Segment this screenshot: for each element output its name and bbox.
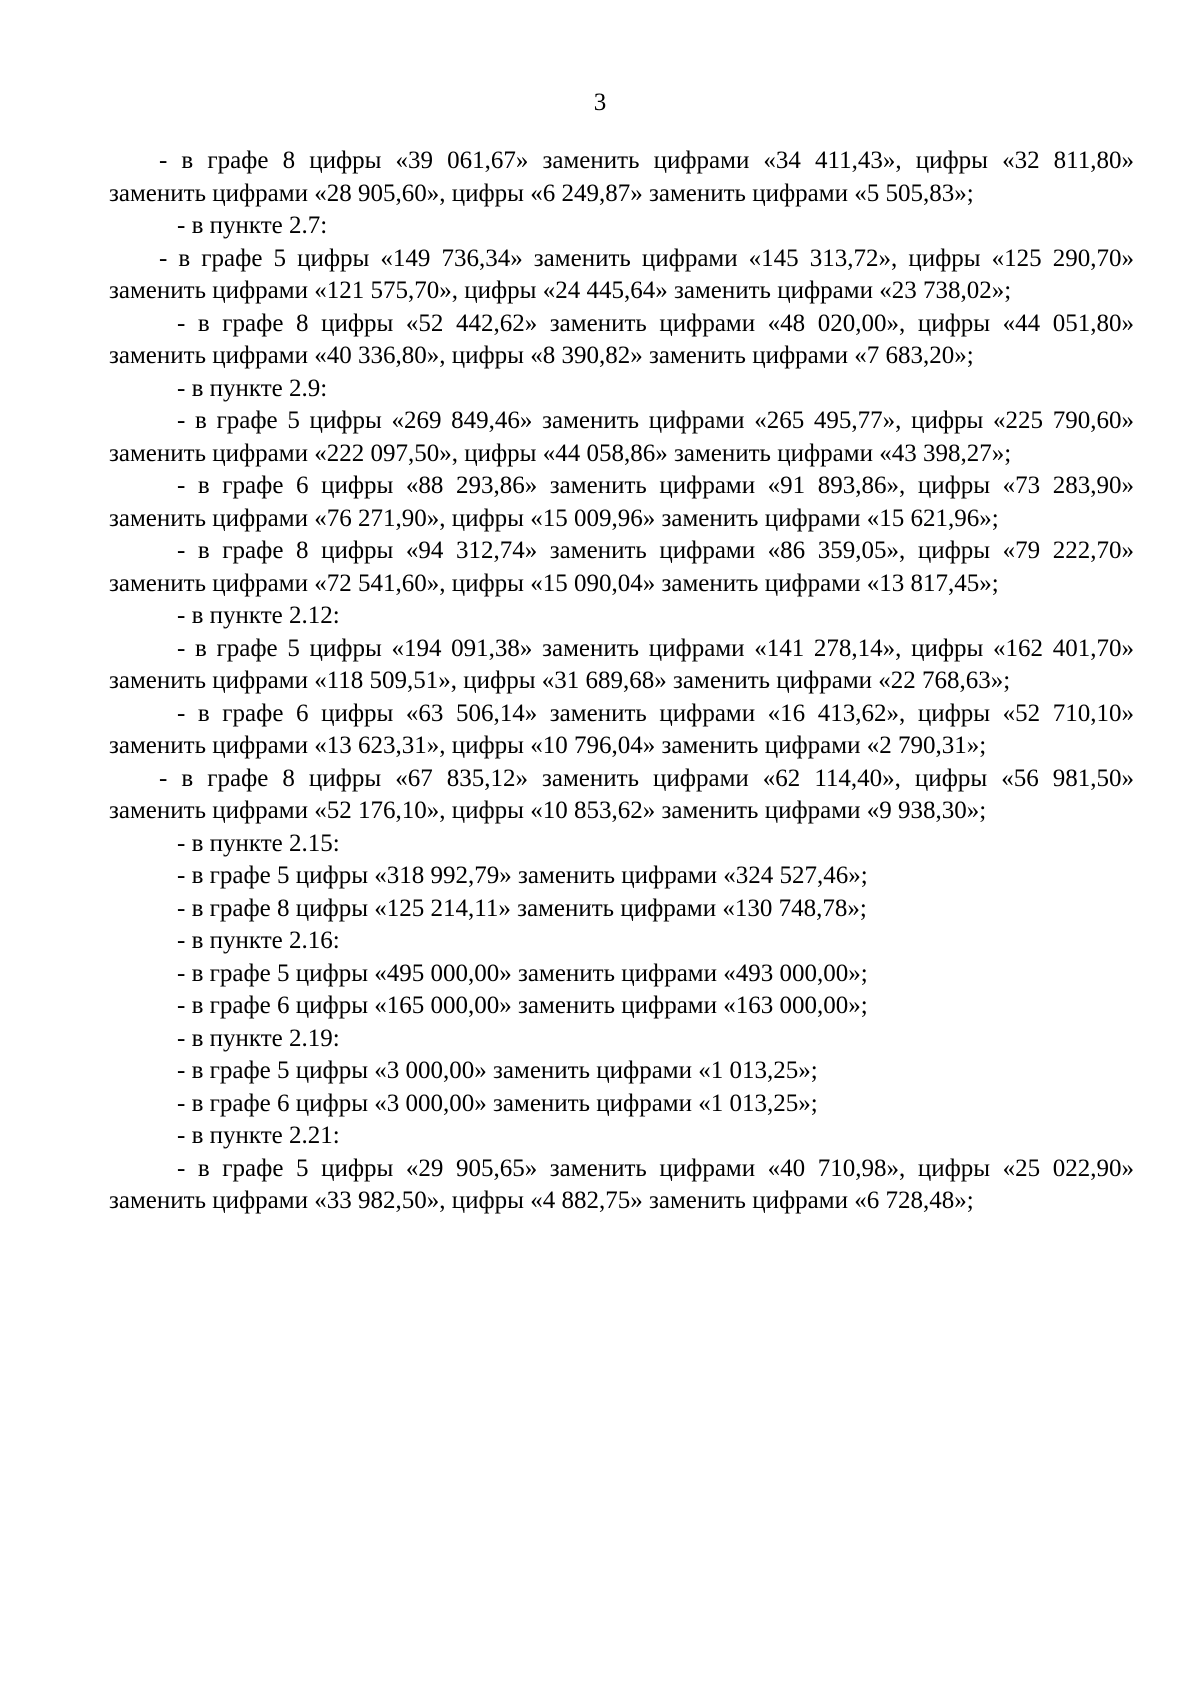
section-heading: - в пункте 2.21:	[177, 1122, 340, 1149]
amendment-line: - в графе 8 цифры «125 214,11» заменить цифрами «130 748,78»;	[177, 894, 867, 922]
amendment-paragraph: - в графе 5 цифры «149 736,34» заменить цифрами «145 313,72», цифры «125 290,70» заменить цифрами «121 575,70», цифры «24 445,64» заменить цифрами «23 738,02»;	[109, 244, 1134, 304]
amendment-line: - в графе 6 цифры «165 000,00» заменить цифрами «163 000,00»;	[177, 992, 868, 1019]
amendment-paragraph: - в графе 6 цифры «88 293,86» заменить цифрами «91 893,86», цифры «73 283,90» заменить цифрами «76 271,90», цифры «15 009,96» заменить цифрами «15 621,96»;	[109, 472, 1134, 532]
amendment-line: - в графе 5 цифры «318 992,79» заменить цифрами «324 527,46»;	[177, 862, 868, 889]
page-number: 3	[593, 89, 607, 116]
section-heading: - в пункте 2.16:	[177, 927, 340, 954]
document-body	[109, 145, 1134, 1218]
amendment-line: - в графе 5 цифры «3 000,00» заменить цифрами «1 013,25»;	[177, 1057, 818, 1084]
section-heading: - в пункте 2.12:	[177, 602, 340, 629]
amendment-line: - в графе 5 цифры «495 000,00» заменить цифрами «493 000,00»;	[177, 959, 868, 987]
amendment-paragraph: - в графе 8 цифры «67 835,12» заменить цифрами «62 114,40», цифры «56 981,50» заменить цифрами «52 176,10», цифры «10 853,62» заменить цифрами «9 938,30»;	[109, 764, 1134, 824]
amendment-paragraph: - в графе 5 цифры «194 091,38» заменить цифрами «141 278,14», цифры «162 401,70» заменить цифрами «118 509,51», цифры «31 689,68» заменить цифрами «22 768,63»;	[109, 634, 1134, 694]
section-heading: - в пункте 2.7:	[177, 212, 328, 239]
section-heading: - в пункте 2.19:	[177, 1024, 340, 1052]
amendment-paragraph: - в графе 5 цифры «29 905,65» заменить цифрами «40 710,98», цифры «25 022,90» заменить цифрами «33 982,50», цифры «4 882,75» заменить цифрами «6 728,48»;	[109, 1154, 1134, 1214]
amendment-paragraph: - в графе 5 цифры «269 849,46» заменить цифрами «265 495,77», цифры «225 790,60» заменить цифрами «222 097,50», цифры «44 058,86» заменить цифрами «43 398,27»;	[109, 407, 1134, 467]
section-heading: - в пункте 2.15:	[177, 829, 340, 857]
section-heading: - в пункте 2.9:	[177, 374, 328, 402]
amendment-line: - в графе 6 цифры «3 000,00» заменить цифрами «1 013,25»;	[177, 1089, 818, 1117]
amendment-paragraph: - в графе 6 цифры «63 506,14» заменить цифрами «16 413,62», цифры «52 710,10» заменить цифрами «13 623,31», цифры «10 796,04» заменить цифрами «2 790,31»;	[109, 699, 1134, 759]
amendment-paragraph: - в графе 8 цифры «94 312,74» заменить цифрами «86 359,05», цифры «79 222,70» заменить цифрами «72 541,60», цифры «15 090,04» заменить цифрами «13 817,45»;	[109, 537, 1134, 597]
amendment-paragraph: - в графе 8 цифры «52 442,62» заменить цифрами «48 020,00», цифры «44 051,80» заменить цифрами «40 336,80», цифры «8 390,82» заменить цифрами «7 683,20»;	[109, 309, 1134, 369]
amendment-paragraph: - в графе 8 цифры «39 061,67» заменить цифрами «34 411,43», цифры «32 811,80» заменить цифрами «28 905,60», цифры «6 249,87» заменить цифрами «5 505,83»;	[109, 147, 1134, 207]
